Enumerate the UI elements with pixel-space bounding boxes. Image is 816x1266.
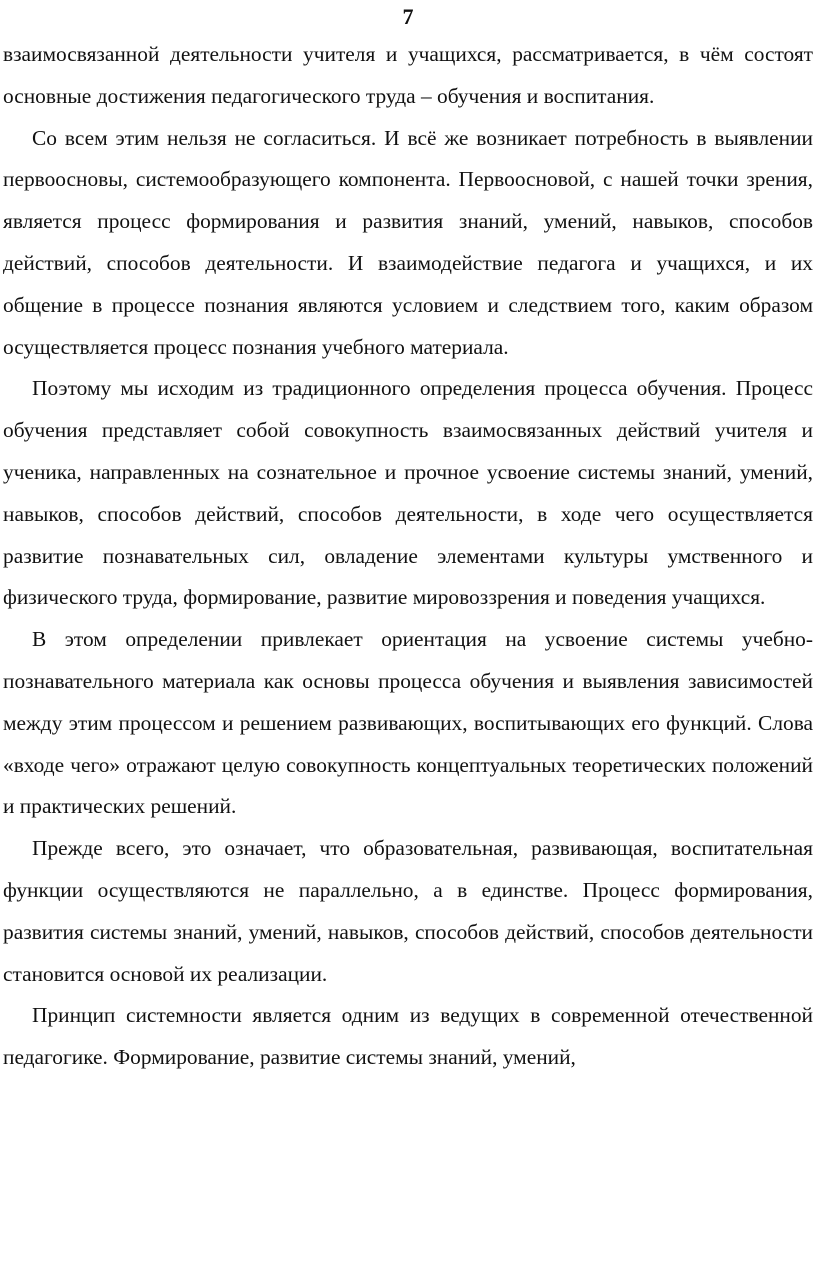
paragraph-6: Принцип системности является одним из ведущих в современной отечественной педагогике. Формирование, развитие системы знаний, умений,: [3, 1003, 813, 1070]
paragraph-3: Поэтому мы исходим из традиционного определения процесса обучения. Процесс обучения представляет собой совокупность взаимосвязанных действий учителя и ученика, направленных на сознательное и прочное усвоение системы знаний, умений, навыков, способов действий, способов деятельности, в ходе чего осуществляется развитие познавательных сил, овладение элементами культуры умственного и физического труда, формирование, развитие мировоззрения и поведения учащихся.: [3, 376, 813, 610]
paragraph-2: Со всем этим нельзя не согласиться. И всё же возникает потребность в выявлении первоосновы, системообразующего компонента. Первоосновой, с нашей точки зрения, является процесс формирования и развития знаний, умений, навыков, способов действий, способов деятельности. И взаимодействие педагога и учащихся, и их общение в процессе познания являются условием и следствием того, каким образом осуществляется процесс познания учебного материала.: [3, 125, 813, 359]
document-page: [3, 0, 813, 1079]
page-number: 7: [402, 4, 414, 29]
paragraph-1: взаимосвязанной деятельности учителя и учащихся, рассматривается, в чём состоят основные достижения педагогического труда – обучения и воспитания.: [3, 42, 813, 108]
paragraph-4: В этом определении привлекает ориентация на усвоение системы учебно-познавательного материала как основы процесса обучения и выявления зависимостей между этим процессом и решением развивающих, воспитывающих его функций. Слова «входе чего» отражают целую совокупность концептуальных теоретических положений и практических решений.: [3, 627, 813, 819]
paragraph-5: Прежде всего, это означает, что образовательная, развивающая, воспитательная функции осуществляются не параллельно, а в единстве. Процесс формирования, развития системы знаний, умений, навыков, способов действий, способов деятельности становится основой их реализации.: [3, 836, 813, 986]
